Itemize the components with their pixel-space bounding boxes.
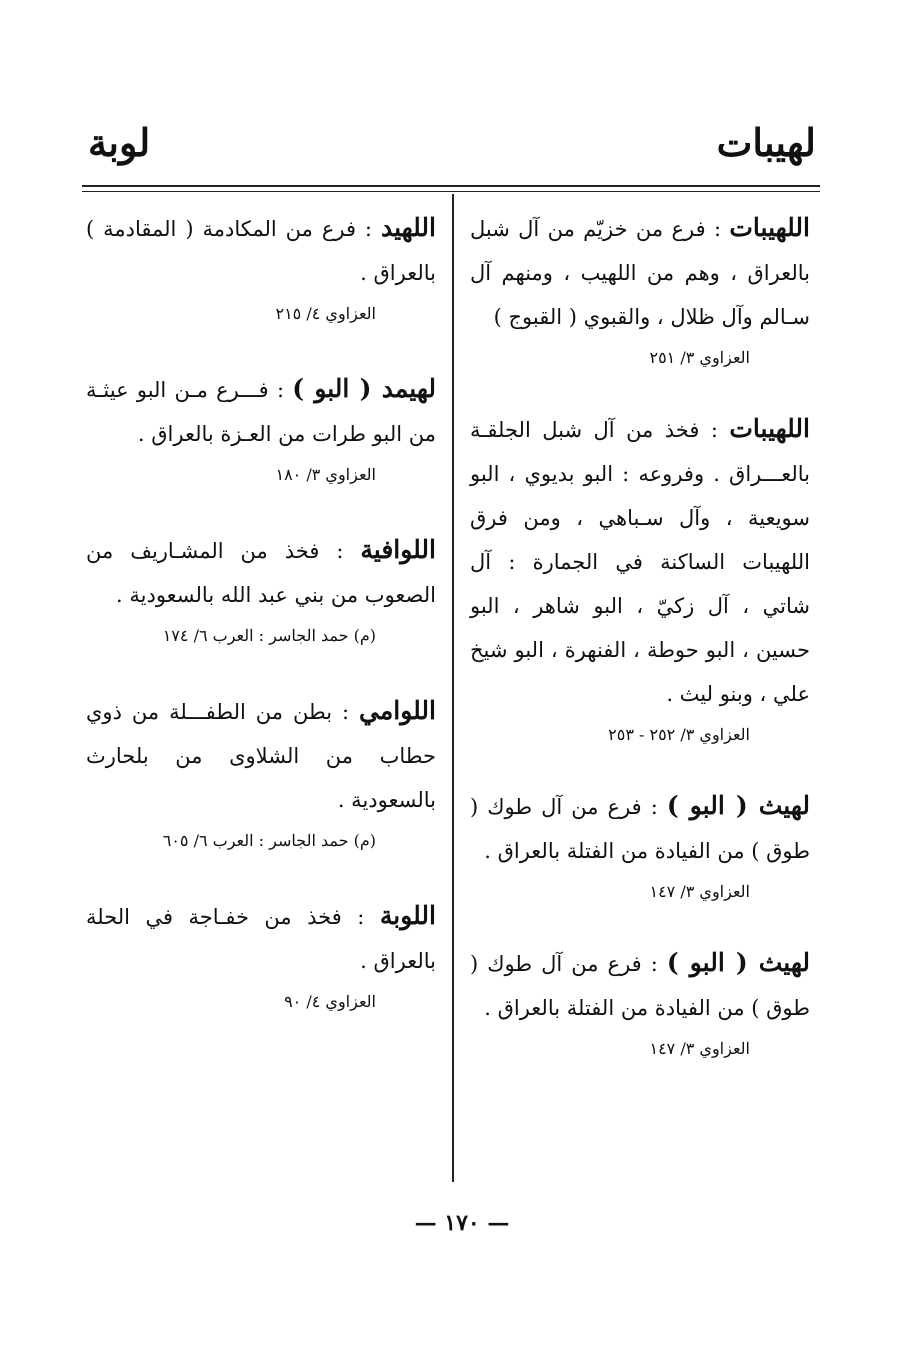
running-header-right: لهيبات <box>716 120 816 165</box>
column-divider <box>452 194 454 1182</box>
entry-head: اللهيبات <box>729 414 810 443</box>
header-rule-top <box>82 185 820 187</box>
entry-body: : فرع من المكادمة ( المقادمة ) بالعراق . <box>86 217 436 285</box>
entry-head: لهيث ( البو ) <box>666 791 810 820</box>
left-column <box>86 200 436 1015</box>
entry <box>470 407 810 748</box>
entry-head: لهيمد ( البو ) <box>292 374 436 403</box>
entry-text <box>470 784 810 873</box>
page-number: — ١٧٠ — <box>414 1210 510 1236</box>
entry-text <box>470 941 810 1030</box>
entry <box>86 528 436 649</box>
entry <box>86 367 436 488</box>
entry-body: : بطن من الطفـــلة من ذوي حطاب من الشلاوى من بلحارث بالسعودية . <box>86 700 436 812</box>
entry-text <box>86 206 436 295</box>
entry-text <box>86 367 436 456</box>
right-column <box>470 200 810 1062</box>
entry-source: العزاوي ٣/ ٢٥٢ - ٢٥٣ <box>608 725 750 744</box>
entry-text <box>86 528 436 617</box>
entry-source: العزاوي ٣/ ١٤٧ <box>649 1039 750 1058</box>
entry-head: اللوافية <box>360 535 436 564</box>
entry <box>470 206 810 371</box>
entry <box>86 206 436 327</box>
entry-head: اللهيد <box>380 213 436 242</box>
entry-body: : فخذ من خفـاجة في الحلة بالعراق . <box>86 905 436 973</box>
entry <box>470 941 810 1062</box>
entry-source: العزاوي ٤/ ٢١٥ <box>275 304 376 323</box>
entry-source: (م) حمد الجاسر : العرب ٦/ ٦٠٥ <box>162 831 376 850</box>
entry-source: (م) حمد الجاسر : العرب ٦/ ١٧٤ <box>162 626 376 645</box>
entry <box>86 894 436 1015</box>
entry-source: العزاوي ٣/ ٢٥١ <box>649 348 750 367</box>
entry <box>86 689 436 854</box>
entry-text <box>86 689 436 822</box>
entry-body: : فـــرع مـن البو عيثـة من البو طرات من العـزة بالعراق . <box>86 378 436 446</box>
entry-source: العزاوي ٤/ ٩٠ <box>284 992 376 1011</box>
entry-head: اللهيبات <box>729 213 810 242</box>
header-rule-bottom <box>82 191 820 192</box>
entry-text <box>470 206 810 339</box>
running-header-left: لوبة <box>88 120 151 165</box>
entry-body: : فخذ من آل شبل الجلقـة بالعـــراق . وفروعه : البو بديوي ، البو سويعية ، وآل سـباهي ، ومن فرق اللهيبات الساكنة في الجمارة : آل شاتي ، آل زكيّ ، البو شاهر ، البو حسين ، البو حوطة ، الفنهرة ، البو شيخ علي ، وبنو ليث . <box>470 418 810 706</box>
entry-text <box>470 407 810 716</box>
entry-head: اللوبة <box>379 901 436 930</box>
entry-source: العزاوي ٣/ ١٤٧ <box>649 882 750 901</box>
entry <box>470 784 810 905</box>
entry-body: : فخذ من المشـاريف من الصعوب من بني عبد الله بالسعودية . <box>86 539 436 607</box>
entry-body: : فرع من آل طوك ( طوق ) من الفيادة من الفتلة بالعراق . <box>470 795 810 863</box>
entry-body: : فرع من خزيّم من آل شبل بالعراق ، وهم من اللهيب ، ومنهم آل سـالم وآل ظلال ، والقبوي ( القبوج ) <box>470 217 810 329</box>
entry-source: العزاوي ٣/ ١٨٠ <box>275 465 376 484</box>
entry-head: لهيث ( البو ) <box>666 948 810 977</box>
entry-text <box>86 894 436 983</box>
entry-head: اللوامي <box>359 696 436 725</box>
entry-body: : فرع من آل طوك ( طوق ) من الفيادة من الفتلة بالعراق . <box>470 952 810 1020</box>
